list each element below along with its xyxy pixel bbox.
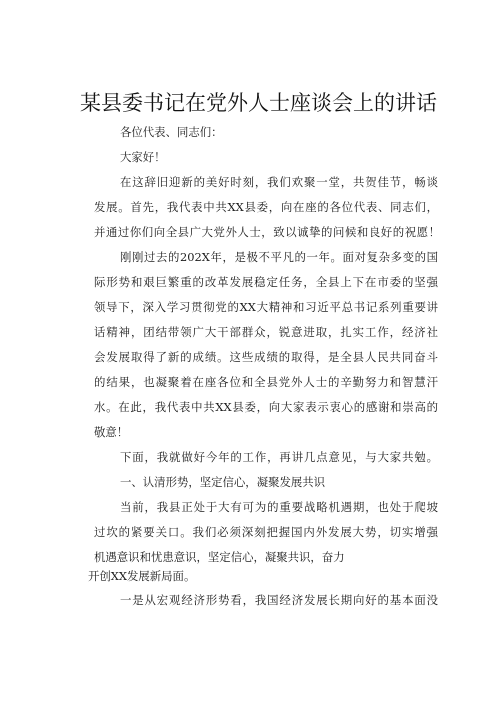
section-heading: 一、认清形势，坚定信心，凝聚发展共识 — [120, 475, 326, 489]
paragraph-line: 领导下，深入学习贯彻党的XX大精神和习近平总书记系列重要讲 — [94, 300, 438, 314]
paragraph-line: 刚刚过去的202X年，是极不平凡的一年。面对复杂多变的国 — [120, 250, 438, 264]
paragraph-line: 机遇意识和忧患意识，坚定信心，凝聚共识，奋力 — [94, 550, 345, 564]
paragraph-line: 当前，我县正处于大有可为的重要战略机遇期，也处于爬坡 — [120, 500, 438, 514]
document-title: 某县委书记在党外人士座谈会上的讲话 — [80, 91, 437, 115]
paragraph-line: 敬意！ — [94, 425, 129, 439]
paragraph-line: 过坎的紧要关口。我们必须深刻把握国内外发展大势，切实增强 — [94, 525, 438, 539]
paragraph-line: 话精神，团结带领广大干部群众，锐意进取，扎实工作，经济社 — [94, 325, 438, 339]
paragraph-line: 水。在此，我代表中共XX县委，向大家表示衷心的感谢和崇高的 — [94, 400, 438, 414]
paragraph-line: 的结果，也凝聚着在座各位和全县党外人士的辛勤努力和智慧汗 — [94, 375, 438, 389]
paragraph-line: 际形势和艰巨繁重的改革发展稳定任务，全县上下在市委的坚强 — [94, 275, 438, 289]
greeting-line: 大家好！ — [120, 150, 166, 164]
paragraph-line: 一是从宏观经济形势看，我国经济发展长期向好的基本面没 — [120, 593, 438, 607]
paragraph-line: 开创XX发展新局面。 — [88, 569, 196, 583]
paragraph-line: 下面，我就做好今年的工作，再讲几点意见，与大家共勉。 — [120, 450, 438, 464]
paragraph-line: 并通过你们向全县广大党外人士，致以诚挚的问候和良好的祝愿！ — [94, 225, 440, 239]
paragraph-line: 在这辞旧迎新的美好时刻，我们欢聚一堂，共贺佳节，畅谈 — [120, 175, 438, 189]
salutation-line: 各位代表、同志们： — [120, 125, 223, 139]
paragraph-line: 发展。首先，我代表中共XX县委，向在座的各位代表、同志们， — [94, 200, 438, 214]
paragraph-line: 会发展取得了新的成绩。这些成绩的取得，是全县人民共同奋斗 — [94, 350, 438, 364]
